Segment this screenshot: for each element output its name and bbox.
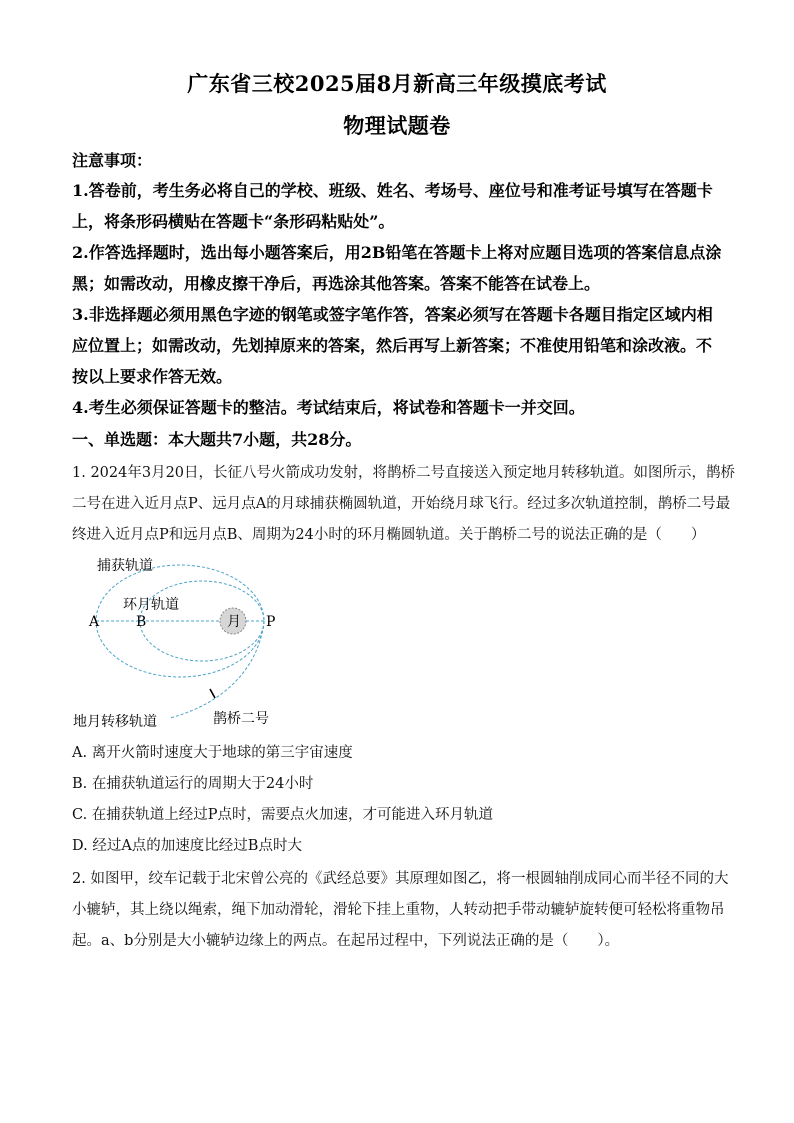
notice-line: 1.答卷前，考生务必将自己的学校、班级、姓名、考场号、座位号和准考证号填写在答题卡	[72, 181, 713, 200]
question-1-line: 1. 2024年3月20日，长征八号火箭成功发射，将鹊桥二号直接送入预定地月转移轨道。如图所示，鹊桥	[72, 465, 736, 481]
question-1-line: 二号在进入近月点P、远月点A的月球捕获椭圆轨道，开始绕月球飞行。经过多次轨道控制，鹊桥二号最	[72, 496, 731, 512]
probe-icon	[210, 689, 215, 698]
lunar-orbit-label: 环月轨道	[123, 597, 179, 613]
orbit-diagram	[70, 552, 300, 732]
question-1-option-b: B. 在捕获轨道运行的周期大于24小时	[72, 776, 314, 792]
point-p-label: P	[266, 614, 276, 630]
question-1-line: 终进入近月点P和远月点B、周期为24小时的环月椭圆轨道。关于鹊桥二号的说法正确的是（ ）	[72, 527, 706, 543]
question-1-option-a: A. 离开火箭时速度大于地球的第三宇宙速度	[72, 745, 353, 761]
notice-line: 应位置上；如需改动，先划掉原来的答案，然后再写上新答案；不准使用铅笔和涂改液。不	[72, 336, 713, 355]
probe-label: 鹊桥二号	[213, 711, 269, 727]
moon-label: 月	[227, 614, 241, 630]
question-2-line: 小辘轳，其上绕以绳索，绳下加动滑轮，滑轮下挂上重物，人转动把手带动辘轳旋转便可轻松将重物吊	[72, 902, 725, 918]
notice-line: 按以上要求作答无效。	[72, 367, 233, 386]
section-heading: 一、单选题：本大题共7小题，共28分。	[72, 430, 362, 449]
transfer-orbit-label: 地月转移轨道	[73, 714, 157, 730]
question-1-option-d: D. 经过A点的加速度比经过B点时大	[72, 838, 302, 854]
question-2-line: 2. 如图甲，绞车记载于北宋曾公亮的《武经总要》其原理如图乙，将一根圆轴削成同心而半径不同的大	[72, 871, 729, 887]
capture-orbit-label: 捕获轨道	[97, 558, 153, 574]
notice-line: 3.非选择题必须用黑色字迹的钢笔或签字笔作答，答案必须写在答题卡各题目指定区域内相	[72, 305, 713, 324]
exam-subtitle: 物理试题卷	[343, 113, 451, 138]
notice-line: 2.作答选择题时，选出每小题答案后，用2B铅笔在答题卡上将对应题目选项的答案信息点涂	[72, 243, 722, 262]
transfer-orbit	[170, 621, 264, 718]
point-a-label: A	[89, 614, 100, 630]
question-2-line: 起。a、b分别是大小辘轳边缘上的两点。在起吊过程中，下列说法正确的是（ ）。	[72, 933, 620, 949]
question-1-option-c: C. 在捕获轨道上经过P点时，需要点火加速，才可能进入环月轨道	[72, 807, 494, 823]
point-b-label: B	[136, 614, 147, 630]
notice-heading: 注意事项：	[72, 151, 153, 170]
exam-title: 广东省三校2025届8月新高三年级摸底考试	[187, 71, 607, 96]
notice-line: 上，将条形码横贴在答题卡“条形码粘贴处”。	[72, 212, 395, 231]
notice-line: 黑；如需改动，用橡皮擦干净后，再选涂其他答案。答案不能答在试卷上。	[72, 274, 601, 293]
notice-line: 4.考生必须保证答题卡的整洁。考试结束后，将试卷和答题卡一并交回。	[72, 398, 585, 417]
